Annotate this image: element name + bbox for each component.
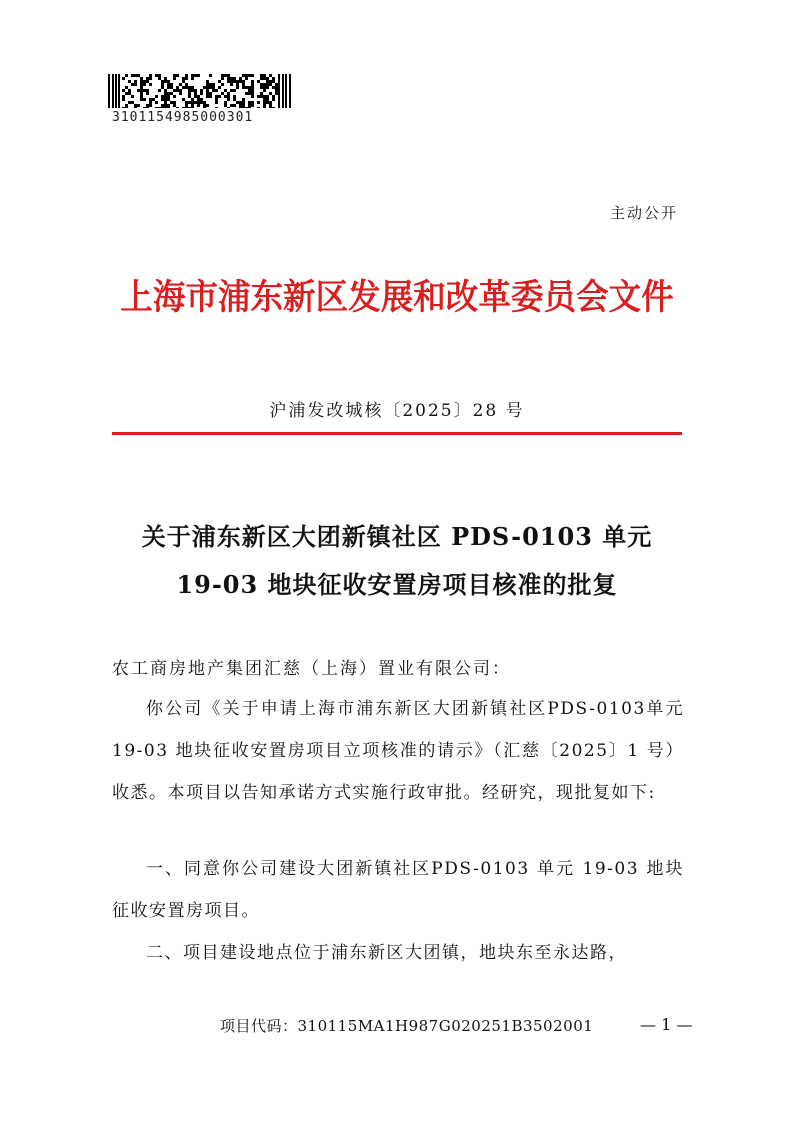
disclosure-label: 主动公开 [610,204,679,222]
barcode-number: 3101154985000301 [112,110,254,125]
project-code: 项目代码：310115MA1H987G020251B3502001 [220,1017,594,1035]
barcode-icon [108,74,292,108]
page-number: — 1 — [640,1015,693,1034]
body-paragraph: 一、同意你公司建设大团新镇社区PDS-0103 单元 19-03 地块征收安置房项目。 [112,859,684,921]
document-title-line-2: 19-03 地块征收安置房项目核准的批复 [176,570,618,599]
addressee: 农工商房地产集团汇慈（上海）置业有限公司： [112,659,511,679]
body-paragraph: 二、项目建设地点位于浦东新区大团镇，地块东至永达路， [146,943,627,963]
document-number: 沪浦发改城核〔2025〕28 号 [269,401,525,421]
body-paragraph: 你公司《关于申请上海市浦东新区大团新镇社区PDS-0103单元 19-03 地块征收安置房项目立项核准的请示》（汇慈〔2025〕1 号）收悉。本项目以告知承诺方式实施行政审批。经研究，现批复如下: [112,699,684,803]
document-title-line-1: 关于浦东新区大团新镇社区 PDS-0103 单元 [141,522,653,551]
red-divider [112,432,682,435]
document-header: 上海市浦东新区发展和改革委员会文件 [120,277,674,318]
